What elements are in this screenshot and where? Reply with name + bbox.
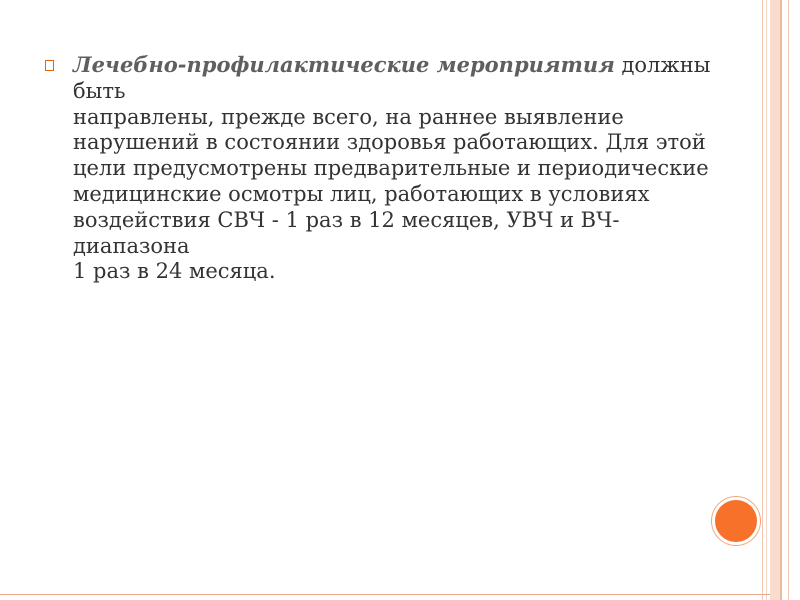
decorative-stripe [762, 0, 763, 600]
decorative-stripe [788, 0, 789, 600]
decorative-stripe [766, 0, 767, 600]
paragraph-line: 1 раз в 24 месяца. [73, 259, 276, 284]
paragraph-line: медицинские осмотры лиц, работающих в условиях [73, 181, 650, 206]
decorative-stripe [770, 0, 780, 600]
paragraph-line: цели предусмотрены предварительные и периодические [73, 156, 709, 181]
square-bullet-icon [44, 58, 56, 72]
paragraph-line: воздействия СВЧ - 1 раз в 12 месяцев, УВЧ и ВЧ- [73, 207, 620, 232]
emphasis-text: Лечебно-профилактические мероприятия [73, 52, 615, 77]
paragraph-line-1 [73, 52, 744, 105]
decorative-stripe [780, 0, 782, 600]
slide-content [44, 52, 744, 285]
bottom-divider [0, 594, 770, 595]
paragraph-line: направлены, прежде всего, на раннее выявление [73, 104, 624, 129]
main-paragraph [44, 52, 744, 285]
paragraph-line: диапазона [73, 233, 190, 258]
paragraph-text: должны быть [73, 53, 711, 103]
decorative-stripe [792, 0, 800, 600]
paragraph-line: нарушений в состоянии здоровья работающих. Для этой [73, 130, 706, 155]
orange-circle-icon [712, 497, 760, 545]
